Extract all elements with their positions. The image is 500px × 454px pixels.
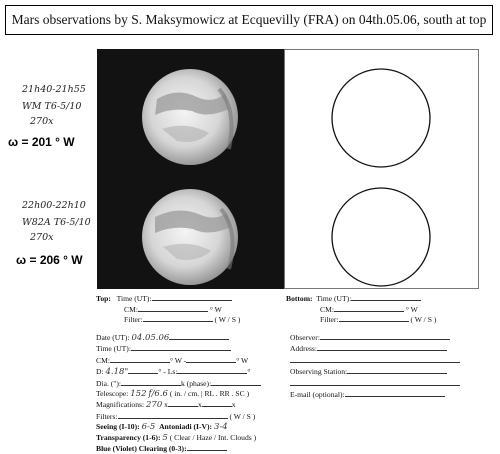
- top-filter-ws: ( W / S ): [214, 315, 241, 325]
- blank-disk-bottom: [332, 188, 430, 286]
- observer-label: Observer:: [290, 333, 320, 342]
- drawing-panel-blank: [284, 49, 479, 289]
- obs2-cm-label: ω = 206 ° W: [16, 253, 83, 267]
- telescope-value: 152: [130, 389, 147, 400]
- telescope-value-2: f/6.6: [148, 389, 168, 400]
- form-bottom-block: [286, 293, 436, 325]
- dia-label: Dia. ("):: [96, 378, 122, 388]
- obs1-time-note: 21h40-21h55: [22, 84, 86, 95]
- telescope-label: Telescope:: [96, 389, 129, 399]
- obs1-filter-note: WM T6-5/10: [22, 101, 82, 112]
- obs2-filter-note: W82A T6-5/10: [22, 217, 91, 228]
- obs1-notes: [22, 84, 86, 127]
- top-time-label: Time (UT):: [116, 294, 152, 303]
- transparency-value: 5: [162, 432, 168, 443]
- top-cm-unit: ° W: [209, 304, 222, 314]
- drawing-panel-dark: [97, 49, 284, 289]
- page-title: [5, 5, 493, 35]
- telescope-units: ( in. / cm. | RL . RR . SC ): [169, 389, 250, 399]
- mars-disk-top: [142, 69, 238, 165]
- mars-disk-bottom: [142, 189, 238, 285]
- ls-unit: °: [247, 367, 251, 377]
- title-text: Mars observations by S. Maksymowicz at Ecquevilly (FRA) on 04th.05.06, south at top: [11, 12, 487, 27]
- d-value: 4.18": [105, 367, 129, 378]
- form-details-left: [96, 332, 261, 454]
- obs2-notes: [22, 200, 91, 243]
- obs2-mag-note: 270x: [30, 232, 54, 243]
- magnif-value: 270: [146, 400, 163, 411]
- date-label: Date (UT):: [96, 333, 130, 342]
- obs2-time-note: 22h00-22h10: [22, 200, 86, 211]
- cm-label: CM:: [96, 355, 110, 365]
- form-details-right: [290, 332, 460, 400]
- filters-ws: ( W / S ): [229, 411, 256, 421]
- mars-drawings: [97, 49, 284, 289]
- bottom-filter-ws: ( W / S ): [410, 315, 437, 325]
- bottom-cm-label: CM:: [320, 304, 334, 314]
- date-value: 04.05.06: [131, 333, 170, 343]
- cm-unit-1: ° W -: [169, 355, 187, 365]
- transparency-options: ( Clear / Haze / Int. Clouds ): [169, 432, 257, 442]
- magnif-label: Magnifications:: [96, 400, 145, 410]
- magnif-x-3: x: [231, 400, 236, 410]
- seeing-value: 6-5: [141, 422, 156, 433]
- time-label: Time (UT):: [96, 344, 131, 354]
- k-label: k (phase):: [181, 378, 212, 388]
- top-label: Top:: [96, 294, 111, 303]
- top-filter-label: Filter:: [124, 315, 143, 325]
- top-cm-label: CM:: [124, 304, 138, 314]
- bottom-label: Bottom:: [286, 294, 313, 303]
- d-label: D:: [96, 367, 104, 377]
- bottom-time-label: Time (UT):: [316, 294, 352, 303]
- seeing-label: Seeing (I-10):: [96, 422, 140, 432]
- blue-clearing-label: Blue (Violet) Clearing (0-3):: [96, 444, 187, 454]
- station-label: Observing Station:: [290, 367, 348, 377]
- antoniadi-label: Antoniadi (I-V):: [159, 422, 213, 432]
- email-label: E-mail (optional):: [290, 390, 345, 400]
- transparency-label: Transparency (1-6):: [96, 432, 161, 442]
- cm-unit-2: ° W: [236, 355, 249, 365]
- ls-label: ° - Ls:: [158, 367, 178, 377]
- obs1-cm-label: ω = 201 ° W: [8, 135, 75, 149]
- filters-label: Filters:: [96, 411, 118, 421]
- address-label: Address:: [290, 344, 317, 354]
- magnif-x-2: x: [197, 400, 202, 410]
- antoniadi-value: 3-4: [213, 422, 228, 433]
- form-top-block: [96, 293, 240, 325]
- bottom-filter-label: Filter:: [320, 315, 339, 325]
- obs1-mag-note: 270x: [30, 116, 54, 127]
- magnif-x-1: x: [164, 400, 168, 410]
- bottom-cm-unit: ° W: [405, 304, 418, 314]
- blank-disk-top: [332, 69, 430, 167]
- blank-disks: [285, 50, 480, 290]
